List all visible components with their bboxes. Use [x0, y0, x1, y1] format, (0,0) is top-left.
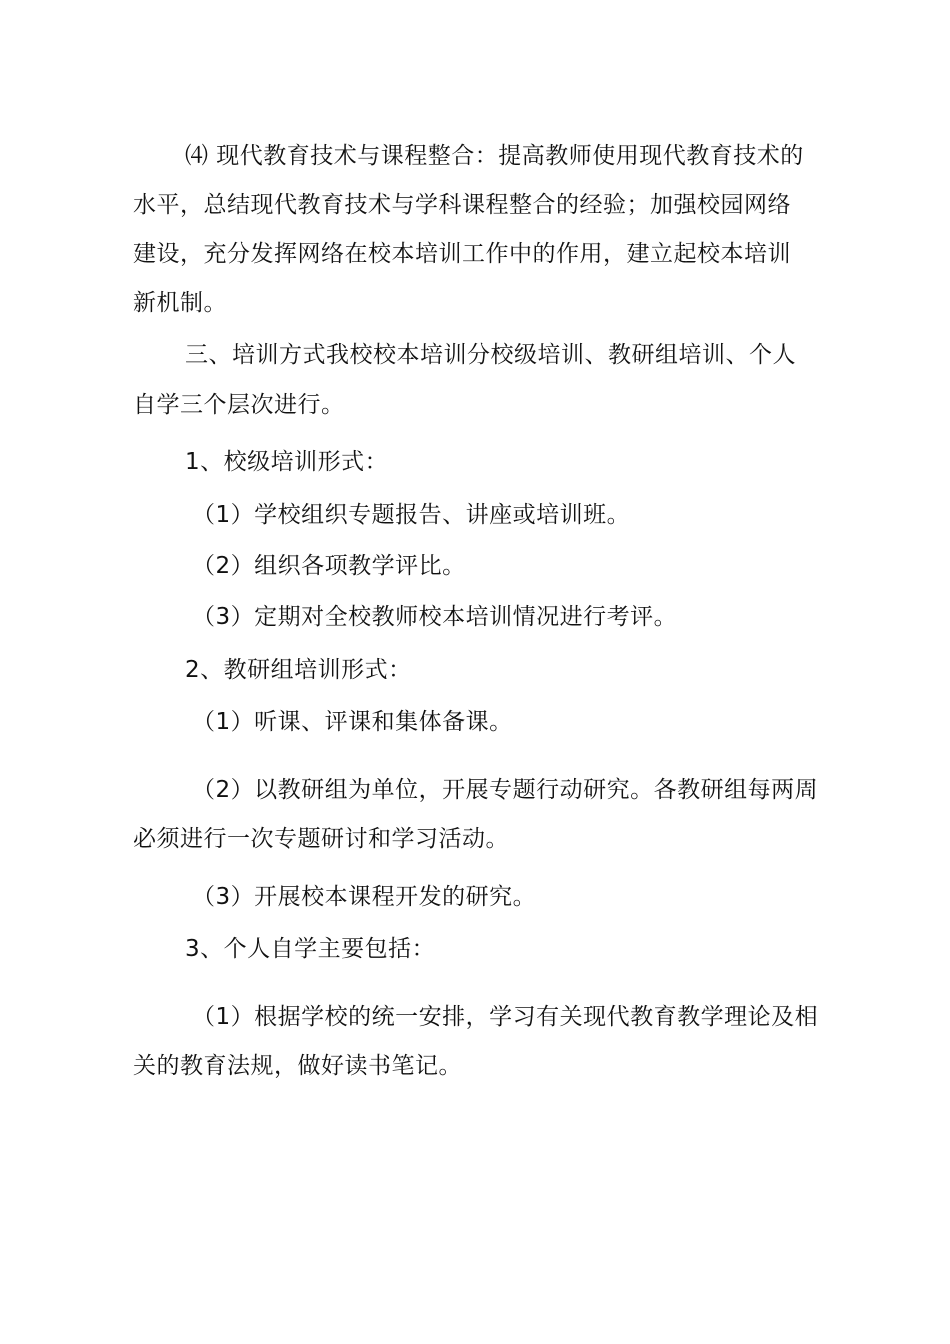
list-heading: 1、校级培训形式： [185, 449, 389, 475]
list-item: （1）听课、评课和集体备课。 [192, 709, 513, 735]
paragraph-line: 关的教育法规，做好读书笔记。 [133, 1053, 462, 1079]
paragraph-line: 必须进行一次专题研讨和学习活动。 [133, 826, 509, 852]
paragraph-line: 自学三个层次进行。 [133, 392, 345, 418]
list-item: （1）根据学校的统一安排，学习有关现代教育教学理论及相 [192, 1004, 819, 1030]
list-item: （3）定期对全校教师校本培训情况进行考评。 [192, 604, 678, 630]
list-item: （2）组织各项教学评比。 [192, 553, 466, 579]
paragraph-line: 建设，充分发挥网络在校本培训工作中的作用，建立起校本培训 [133, 241, 791, 267]
paragraph-line: 新机制。 [133, 290, 227, 316]
list-heading: 2、教研组培训形式： [185, 657, 412, 683]
paragraph-line: 水平，总结现代教育技术与学科课程整合的经验；加强校园网络 [133, 192, 791, 218]
section-heading-line: 三、培训方式我校校本培训分校级培训、教研组培训、个人 [185, 342, 796, 368]
list-item: （2）以教研组为单位，开展专题行动研究。各教研组每两周 [192, 777, 819, 803]
list-item: （1）学校组织专题报告、讲座或培训班。 [192, 502, 631, 528]
list-item: （3）开展校本课程开发的研究。 [192, 884, 537, 910]
paragraph-line: ⑷ 现代教育技术与课程整合：提高教师使用现代教育技术的 [185, 143, 804, 169]
list-heading: 3、个人自学主要包括： [185, 936, 436, 962]
